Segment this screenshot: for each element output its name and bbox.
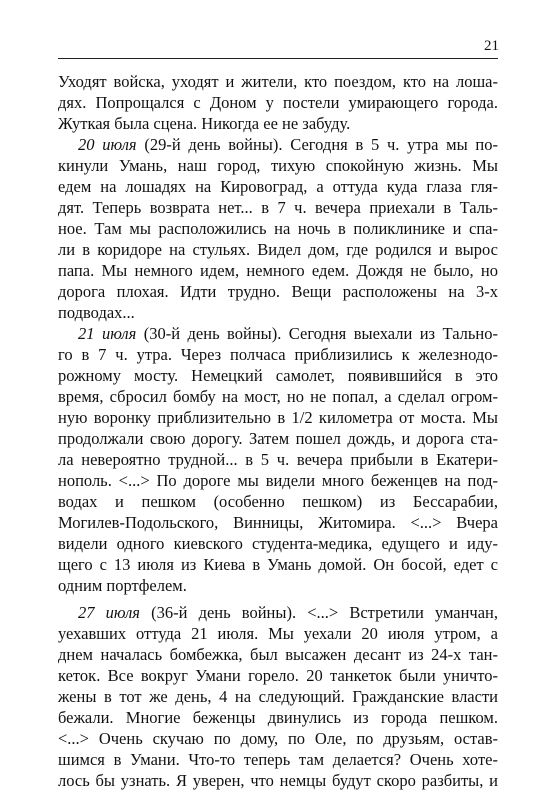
text-fragment: (36-й день войны). <...> Встретили уманчан,: [139, 603, 498, 622]
text-line: [58, 602, 498, 623]
entry-date: 21 июля: [78, 324, 137, 343]
text-line: ли в коридоре на стульях. Видел дом, где родился и вырос: [58, 240, 498, 259]
text-line: кинули Умань, наш город, тихую спокойную жизнь. Мы: [58, 156, 498, 175]
entry-date: 20 июля: [78, 135, 137, 154]
text-line: дорога плохая. Идти трудно. Вещи расположены на 3-х: [58, 282, 498, 301]
text-line: ное. Там мы расположились на ночь в поликлинике и спа-: [58, 219, 498, 238]
text-line: уехавших оттуда 21 июля. Мы уехали 20 июля утром, а: [58, 624, 498, 643]
text-line: едем на лошадях на Кировоград, а оттуда куда глаза гля-: [58, 177, 498, 196]
text-line: [58, 134, 498, 155]
text-line: подводах...: [58, 303, 135, 322]
text-line: папа. Мы немного идем, немного едем. Дождя не было, но: [58, 261, 498, 280]
text-line: лось бы узнать. Я уверен, что немцы будут скоро разбиты, и: [58, 771, 498, 790]
text-line: одним портфелем.: [58, 576, 187, 595]
text-line: жены в тот же день, 4 на следующий. Гражданские власти: [58, 687, 498, 706]
entry-date: 27 июля: [78, 603, 140, 622]
text-line: днем началась бомбежка, был высажен десант из 24-х тан-: [58, 645, 498, 664]
text-line: время, сбросил бомбу на мост, но не попал, а сделал огром-: [58, 387, 498, 406]
text-line: ла невероятно трудной... в 5 ч. вечера прибыли в Екатери-: [58, 450, 498, 469]
text-line: водах и пешком (особенно пешком) из Бессарабии,: [58, 492, 498, 511]
text-line: дях. Попрощался с Доном у постели умирающего города.: [58, 93, 498, 112]
text-line: кеток. Все вокруг Умани горело. 20 танкеток были уничто-: [58, 666, 498, 685]
text-line: видели одного киевского студента-медика, едущего и иду-: [58, 534, 498, 553]
paragraph: [58, 134, 498, 323]
text-line: шимся в Умани. Что-то теперь там делается? Очень хоте-: [58, 750, 498, 769]
text-line: [58, 323, 498, 344]
page-number: 21: [484, 38, 499, 54]
text-fragment: (29-й день войны). Сегодня в 5 ч. утра мы по-: [136, 135, 499, 154]
text-line: Могилев-Подольского, Винницы, Житомира. <...> Вчера: [58, 513, 498, 532]
text-line: го в 7 ч. утра. Через полчаса приблизились к железнодо-: [58, 345, 498, 364]
text-line: ную воронку приблизительно в 1/2 километра от моста. Мы: [58, 408, 498, 427]
text-line: дят. Теперь возврата нет... в 7 ч. вечера приехали в Таль-: [58, 198, 498, 217]
text-line: продолжали свою дорогу. Затем пошел дождь, и дорога ста-: [58, 429, 498, 448]
paragraph: [58, 71, 498, 134]
header-rule: [58, 58, 498, 59]
text-line: нополь. <...> По дороге мы видели много беженцев на под-: [58, 471, 498, 490]
paragraph: [58, 602, 498, 791]
text-line: Уходят войска, уходят и жители, кто поездом, кто на лоша-: [58, 72, 498, 91]
text-line: <...> Очень скучаю по дому, по Оле, по друзьям, остав-: [58, 729, 498, 748]
text-line: бежали. Многие беженцы двинулись из города пешком.: [58, 708, 498, 727]
text-line: щего с 13 июля из Киева в Умань домой. Он босой, едет с: [58, 555, 498, 574]
text-line: рожному мосту. Немецкий самолет, появившийся в это: [58, 366, 498, 385]
text-fragment: (30-й день войны). Сегодня выехали из Тально-: [136, 324, 498, 343]
paragraph: [58, 323, 498, 596]
body-text: [58, 71, 498, 791]
text-line: Жуткая была сцена. Никогда ее не забуду.: [58, 114, 351, 133]
